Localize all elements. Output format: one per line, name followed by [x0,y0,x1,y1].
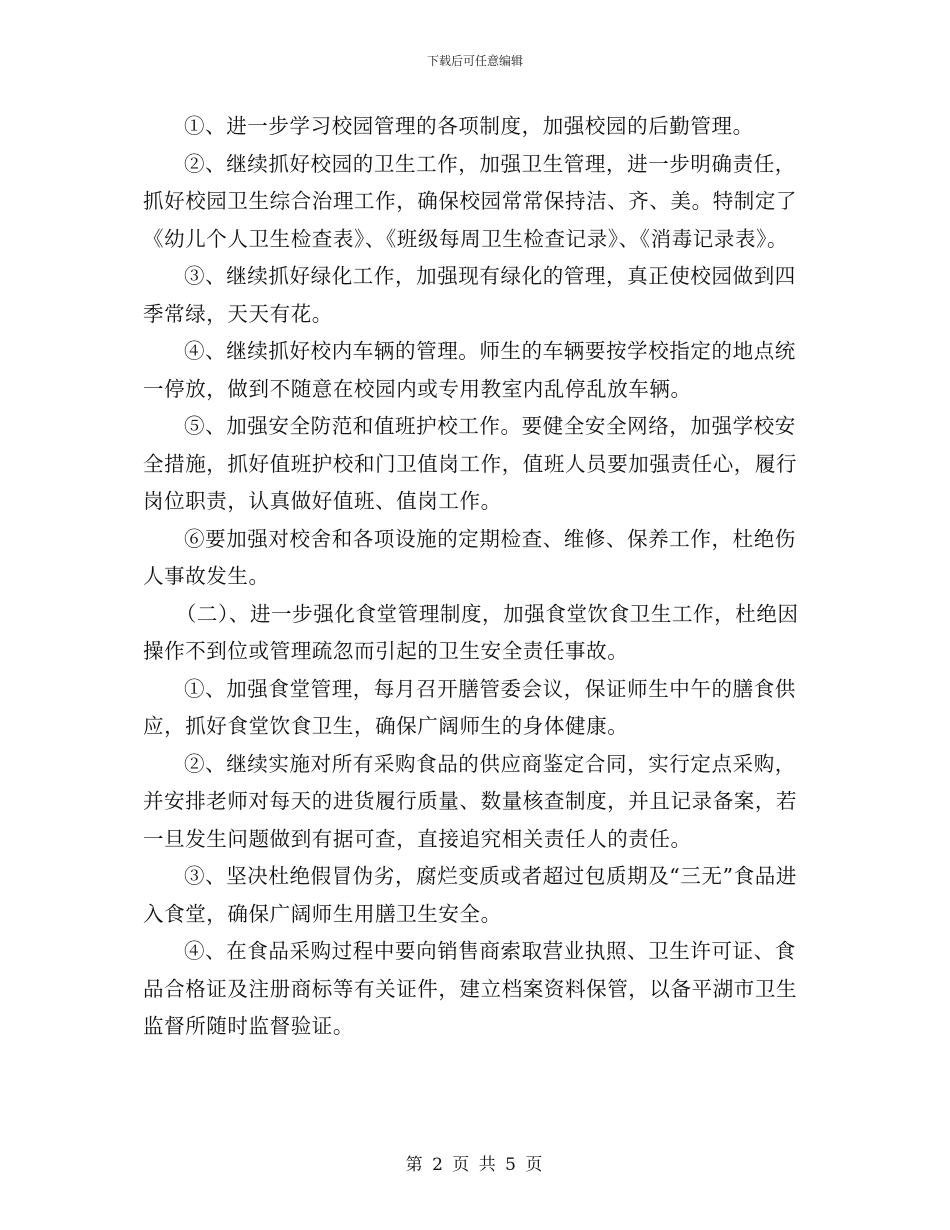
paragraph-item-1: ①、进一步学习校园管理的各项制度，加强校园的后勤管理。 [184,114,754,138]
document-body [143,108,803,1046]
paragraph-item-5: ⑤、加强安全防范和值班护校工作。要健全安全网络，加强学校安全措施，抓好值班护校和门卫值岗工作，值班人员要加强责任心，履行岗位职责，认真做好值班、值岗工作。 [143,414,798,513]
page-header: 下载后可任意编辑 [426,54,523,68]
paragraph-item-3: ③、继续抓好绿化工作，加强现有绿化的管理，真正使校园做到四季常绿，天天有花。 [143,264,796,326]
paragraph-item-2: ②、继续抓好校园的卫生工作，加强卫生管理，进一步明确责任，抓好校园卫生综合治理工作，确保校园常常保持洁、齐、美。特制定了《幼儿个人卫生检查表》、《班级每周卫生检查记录》、《消毒记录表》。 [143,151,798,251]
section-heading-2: （二）、进一步强化食堂管理制度，加强食堂饮食卫生工作，杜绝因操作不到位或管理疏忽而引起的卫生安全责任事故。 [143,601,799,663]
page-number-footer: 第 2 页 共 5 页 [405,1155,545,1175]
paragraph-item-10: ④、在食品采购过程中要向销售商索取营业执照、卫生许可证、食品合格证及注册商标等有关证件，建立档案资料保管，以备平湖市卫生监督所随时监督验证。 [143,939,798,1038]
paragraph-item-6: ⑥要加强对校舍和各项设施的定期检查、维修、保养工作，杜绝伤人事故发生。 [143,526,796,588]
paragraph-item-8: ②、继续实施对所有采购食品的供应商鉴定合同，实行定点采购，并安排老师对每天的进货履行质量、数量核查制度，并且记录备案，若一旦发生问题做到有据可查，直接追究相关责任人的责任。 [143,751,798,851]
paragraph-item-7: ①、加强食堂管理，每月召开膳管委会议，保证师生中午的膳食供应，抓好食堂饮食卫生，确保广阔师生的身体健康。 [143,676,796,738]
paragraph-item-9: ③、坚决杜绝假冒伪劣，腐烂变质或者超过包质期及“三无”食品进入食堂，确保广阔师生用膳卫生安全。 [143,864,797,926]
paragraph-item-4: ④、继续抓好校内车辆的管理。师生的车辆要按学校指定的地点统一停放，做到不随意在校园内或专用教室内乱停乱放车辆。 [143,339,796,401]
